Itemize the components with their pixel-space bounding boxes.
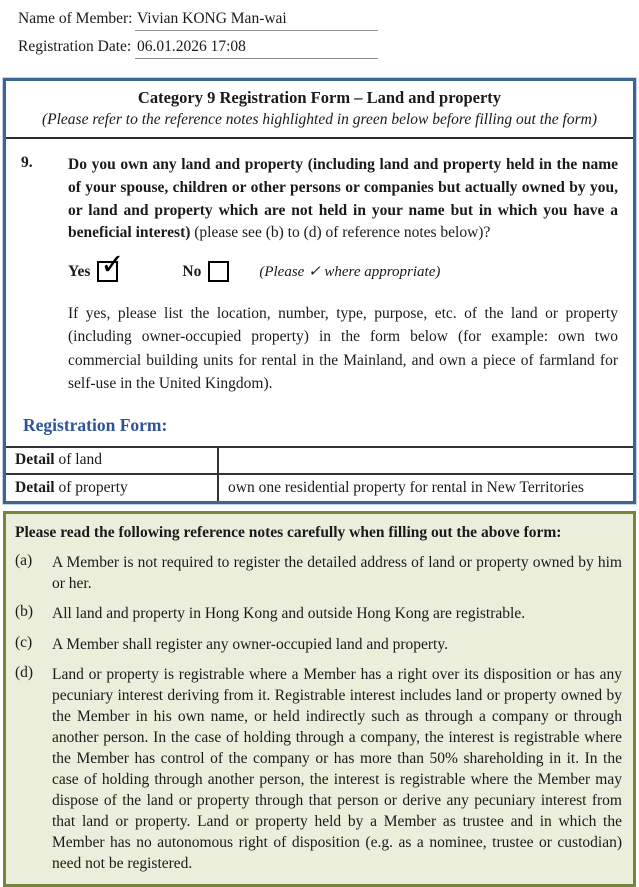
question-text [68, 154, 618, 245]
note-b-label: (b) [15, 603, 34, 621]
checkmark-icon: ✓ [100, 249, 125, 282]
category9-form-box [3, 78, 636, 504]
registration-date-field[interactable]: 06.01.2026 17:08 [135, 38, 378, 59]
table-row [6, 474, 633, 501]
detail-label-bold: Detail [15, 451, 55, 469]
note-c-label: (c) [15, 633, 33, 651]
note-d-label: (d) [15, 663, 34, 681]
detail-label-rest: of land [54, 451, 102, 469]
detail-of-property-value-cell[interactable]: own one residential property for rental in New Territories [218, 474, 633, 501]
registration-form-heading: Registration Form: [23, 415, 168, 436]
answer-row [68, 249, 618, 282]
reference-notes-title: Please read the following reference notes carefully when filling out the above form: [15, 524, 562, 542]
detail-of-land-value-cell[interactable] [218, 447, 633, 474]
member-info-section [0, 0, 639, 70]
question-number: 9. [21, 154, 33, 171]
question-9 [21, 154, 618, 245]
no-checkbox[interactable] [208, 261, 229, 282]
yes-label: Yes [68, 262, 91, 280]
member-name-row [18, 10, 621, 31]
note-b [15, 603, 622, 624]
note-d-text: Land or property is registrable where a Member has a right over its disposition or has any pecuniary interest deriving from it. Registrable interest includes land or property owned by the Member in his own name, or held indirectly such as through a company or through another person. In the case of holding through a company, the interest is registrable where the Member has control of the company or has more than 50% shareholding in it. In the case of holding through another person, the interest is registrable where the Member may dispose of the land or property through that person or derive any pecuniary interest from that land or property. Land or property held by a Member as trustee and in which the Member has no autonomous right of disposition (e.g. as a nominee, trustee or custodian) need not be registered. [52, 665, 622, 873]
registration-date-label: Registration Date: [18, 38, 132, 55]
detail-of-property-label-cell [6, 474, 218, 501]
no-group [182, 261, 229, 282]
registration-table [6, 446, 633, 501]
question-text-regular: (please see (b) to (d) of reference notes below)? [190, 224, 491, 242]
note-a [15, 552, 622, 594]
form-body [6, 139, 633, 436]
note-c-text: A Member shall register any owner-occupied land and property. [52, 635, 448, 653]
member-name-label: Name of Member: [18, 10, 133, 27]
detail-label-bold: Detail [15, 478, 55, 496]
table-row [6, 447, 633, 474]
registration-date-row [18, 38, 621, 59]
detail-label-rest: of property [54, 478, 128, 496]
question-text-bold: Do you own any land and property (including land and property held in the name of your spouse, children or other persons or companies but actually owned by you, or land and property which are not held in your name but in which you have a beneficial interest) [68, 156, 618, 242]
form-header [6, 81, 633, 139]
if-yes-instructions: If yes, please list the location, number, type, purpose, etc. of the land or property (including owner-occupied property) in the form below (for example: own two commercial building units for rental in the Mainland, and own a piece of farmland for self-use in the United Kingdom). [68, 305, 618, 392]
detail-of-land-label-cell [6, 447, 218, 474]
yes-checkbox[interactable] [97, 249, 125, 282]
note-c [15, 634, 622, 655]
form-subtitle: (Please refer to the reference notes highlighted in green below before filling out the form) [41, 111, 597, 128]
tick-instruction: (Please ✓ where appropriate) [259, 264, 441, 281]
reference-notes-box [3, 511, 636, 887]
note-b-text: All land and property in Hong Kong and outside Hong Kong are registrable. [52, 605, 526, 623]
form-title: Category 9 Registration Form – Land and property [137, 88, 502, 107]
member-name-field[interactable]: Vivian KONG Man-wai [135, 10, 378, 31]
note-a-text: A Member is not required to register the detailed address of land or property owned by him or her. [52, 554, 622, 593]
note-a-label: (a) [15, 552, 33, 570]
no-label: No [182, 262, 202, 280]
note-d [15, 664, 622, 875]
